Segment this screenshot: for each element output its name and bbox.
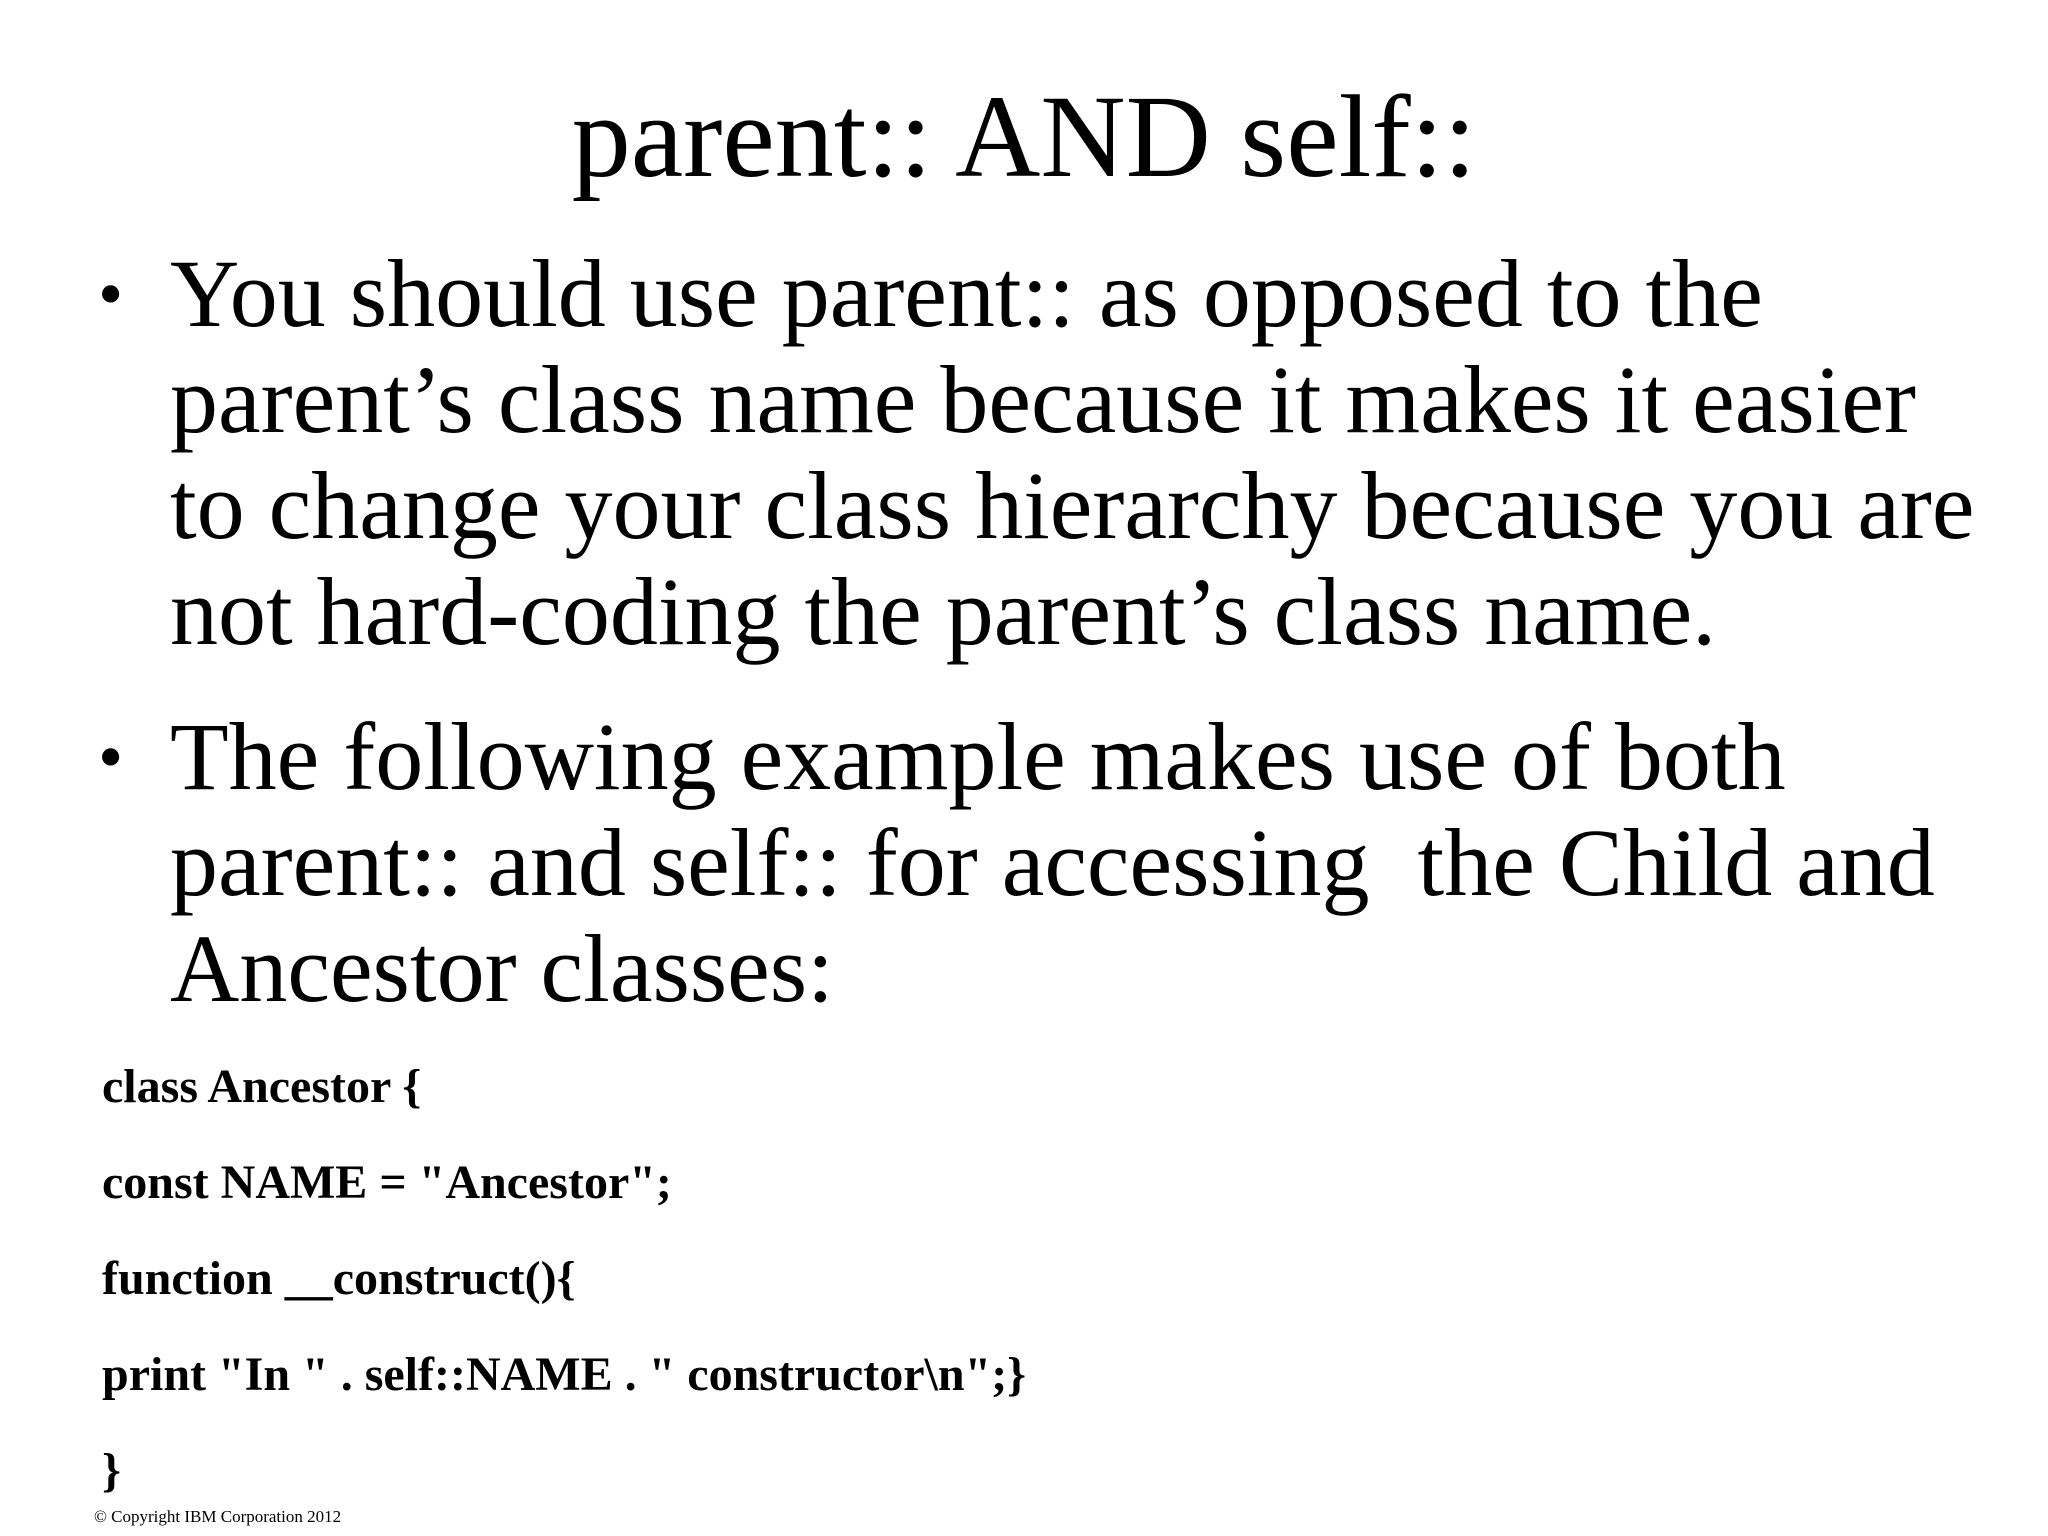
bullet-text-line: The following example makes use of both — [170, 703, 1786, 810]
copyright-notice: © Copyright IBM Corporation 2012 — [94, 1507, 342, 1526]
bullet-text-line: parent’s class name because it makes it easier — [170, 346, 1916, 453]
bullet-item — [98, 240, 1975, 665]
code-line: class Ancestor { — [102, 1060, 422, 1113]
code-line: print "In " . self::NAME . " constructor\n";} — [102, 1348, 1027, 1401]
bullet-text-line: parent:: and self:: for accessing the Child and — [170, 809, 1935, 916]
bullet-dot: • — [98, 254, 124, 334]
bullet-dot: • — [98, 717, 124, 797]
code-line: const NAME = "Ancestor"; — [102, 1156, 672, 1209]
slide-title: parent:: AND self:: — [571, 71, 1477, 202]
bullet-text-line: Ancestor classes: — [170, 915, 834, 1022]
bullet-text-line: You should use parent:: as opposed to the — [170, 240, 1763, 347]
code-line: } — [102, 1444, 121, 1497]
bullet-text-line: not hard-coding the parent’s class name. — [170, 558, 1717, 665]
bullet-item — [98, 703, 1970, 1022]
code-line: function __construct(){ — [102, 1252, 576, 1305]
bullet-text-line: to change your class hierarchy because you are — [170, 452, 1975, 559]
